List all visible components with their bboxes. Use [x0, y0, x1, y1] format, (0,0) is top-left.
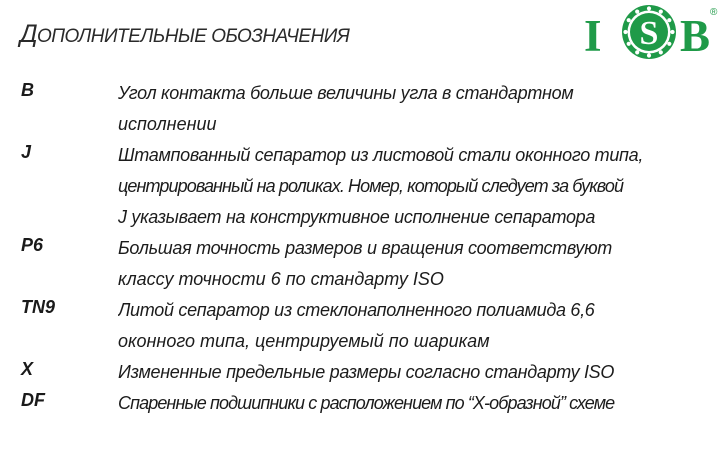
- page-title-initial: Д: [20, 20, 38, 48]
- designation-code: DF: [21, 390, 45, 410]
- designation-code: TN9: [21, 297, 56, 317]
- page-title-rest: ОПОЛНИТЕЛЬНЫЕ ОБОЗНАЧЕНИЯ: [37, 26, 350, 47]
- logo-letter-s: S: [639, 15, 659, 52]
- designation-description: [118, 78, 670, 140]
- description-line: Литой сепаратор из стеклонаполненного полиамида 6,6: [118, 300, 595, 320]
- designation-description: [118, 388, 670, 419]
- description-line: Большая точность размеров и вращения соответствуют: [118, 238, 612, 258]
- designation-description: [118, 295, 670, 357]
- designation-entry-x: [0, 357, 724, 388]
- designation-code: P6: [21, 235, 44, 255]
- designation-entry-j: [0, 140, 724, 233]
- designation-description: [118, 357, 670, 388]
- designation-code: B: [21, 80, 34, 100]
- designation-entry-b: [0, 78, 724, 140]
- bearing-icon: [622, 5, 676, 59]
- designation-entry-tn9: [0, 295, 724, 357]
- description-line: J указывает на конструктивное исполнение сепаратора: [118, 207, 596, 227]
- designation-description: [118, 233, 670, 295]
- isb-logo-graphic: [582, 2, 722, 62]
- description-line: Спаренные подшипники с расположением по “X-образной” схеме: [118, 393, 615, 413]
- description-line: классу точности 6 по стандарту ISO: [118, 269, 444, 289]
- description-line: Штампованный сепаратор из листовой стали оконного типа,: [118, 145, 644, 165]
- page-title: [20, 20, 349, 49]
- isb-logo: [582, 2, 722, 62]
- designation-description: [118, 140, 670, 233]
- description-line: Измененные предельные размеры согласно стандарту ISO: [118, 362, 615, 382]
- designation-code: X: [21, 359, 34, 379]
- description-line: центрированный на роликах. Номер, который следует за буквой: [118, 176, 624, 196]
- registered-mark: ®: [710, 7, 718, 18]
- logo-letter-i: I: [584, 11, 602, 61]
- designation-entry-p6: [0, 233, 724, 295]
- designation-code: J: [21, 142, 32, 162]
- description-line: оконного типа, центрируемый по шарикам: [118, 331, 490, 351]
- designation-entry-df: [0, 388, 724, 419]
- logo-letter-b: B: [680, 11, 711, 61]
- description-line: исполнении: [118, 114, 217, 134]
- designation-list: [0, 78, 724, 419]
- description-line: Угол контакта больше величины угла в стандартном: [118, 83, 574, 103]
